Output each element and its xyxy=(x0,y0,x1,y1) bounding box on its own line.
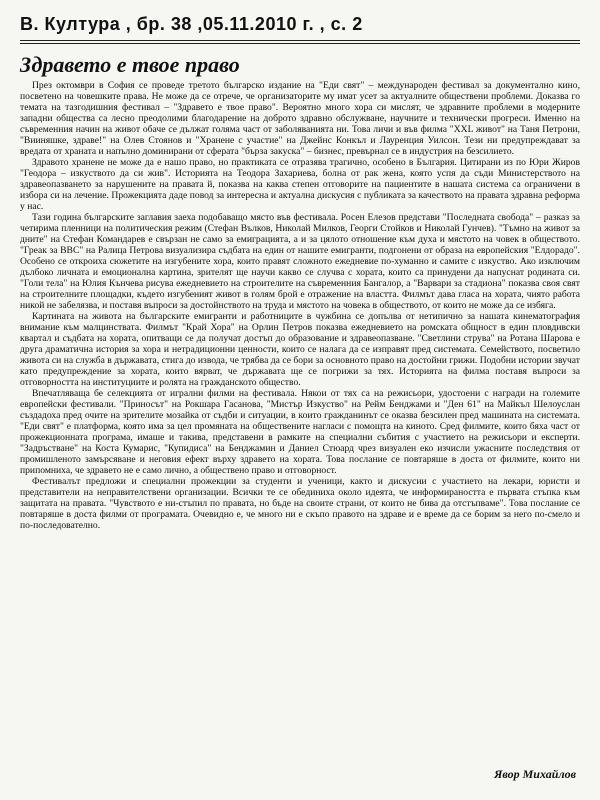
article-paragraph: Фестивалът предложи и специални прожекции за студенти и ученици, както и дискусии с участието на лекари, юристи и представители на неправителствени организации. Всички те се обединиха около идеята, че информираността е първата стъпка към защитата на правата. "Чувството е ни-стъпил по правата, но бъде на своите страни, от които не бива да отстъпваме". Това послание се повтаряше в доста филми от програмата. Очевидно е, че много ни е скъпо правото на здраве и е време да се борим за него по-смело и по-последователно. xyxy=(20,476,580,531)
article-paragraph: Тази година българските заглавия заеха подобаващо място във фестивала. Росен Елезов представи "Последната свобода" – разказ за четирима пленници на политическия режим (Стефан Вълков, Николай Милков, Георги Стойков и Николай Гунчев). "Тъмно на живот за дните" на Стефан Командарев е свързан не само за емиграцията, а и за цялото отношение към духа и мястото на човек в обществото. "Греак за ВВС" на Ралица Петрова визуализира съдбата на един от нашите емигранти, подгонени от образа на европейския "Елдорадо". Особено се откроиха сюжетите на изгубените хора, които правят сложното ежедневие по-хуманно и самите с изкуство. Ако изключим дълбоко личната и емоционална картина, зрителят ще научи какво се случва с хората, които са принудени да напуснат родината си. "Голи тела" на Юлия Кънчева рисува ежедневието на строителите на съвременния Бангалор, а "Варвари за стадиона" показва своя свят на строителните площадки, където изгубеният живот в голям брой е отражение на властта. Филмът дава гласа на хората, чиято работа никой не забелязва, и поставя въпроси за достойнството на труда и мястото на човека в обществото, от които не може да се избяга. xyxy=(20,212,580,311)
article-paragraph: Картината на живота на българските емигранти и работниците в чужбина се допълва от нетипично за нашата кинематография внимание към малцинствата. Филмът "Край Хора" на Орлин Петров показва ежедневието на ромската общност в един пловдивски квартал и съдбата на хората, опитващи се да получат достъп до образование и здравеопазване. "Светлини струва" на Ротана Шарова е друга драматична история за хора и нетрадиционни ценности, които се налага да се изправят пред системата. Семейството, посветило живота си на служба в държавата, стига до извода, че трябва да се бори за основното право на достойни грижи. Подобни истории звучат като предупреждение за хората, които вярват, че държавата ще се погрижи за тях. Историята на филма поставя въпроси за отговорността на институциите и ролята на гражданското общество. xyxy=(20,311,580,388)
article-body xyxy=(20,80,580,760)
header-rule xyxy=(20,40,580,41)
article-paragraph: Впечатляваща бе селекцията от игрални филми на фестивала. Някои от тях са на режисьори, удостоени с награди на големите европейски фестивали. "Приносът" на Рокшара Гасанова, "Мистър Изкуство" на Рейм Бенджами и "Ден 61" на Майкъл Шелоуслан създадоха пред очите на зрителите мозайка от съдби и ситуации, в които гражданинът се оказва безсилен пред машината на системата. "Еди свят" е платформа, която има за цел промяната на обществените нагласи с помощта на киното. Сред филмите, които бяха част от прожекционната програма, имаше и такива, представени в рамките на специални събития с участието на режисьори и експерти. "Задръстване" на Коста Кумарис, "Купидиса" на Бенджамин и Даниел Стюард чрез визуален еко изчисли ужасните последствия от промишленото замърсяване и неговия ефект върху здравето на хората. Това послание се повтаряше в доста от филмите, които ни припомниха, че здравето не е само лично, а обществено право и отговорност. xyxy=(20,388,580,476)
publication-header: В. Култура , бр. 38 ,05.11.2010 г. , с. 2 xyxy=(20,14,363,34)
header-rule-secondary xyxy=(20,43,580,44)
author-signature: Явор Михайлов xyxy=(494,767,576,781)
article-paragraph: През октомври в София се проведе третото българско издание на "Еди свят" – международен фестивал за документално кино, посветено на човешките права. Не може да се отрече, че организаторите му имат усет за актуалните обществени проблеми. Доказва го темата на тазгодишния фестивал – "Здравето е твое право". Вероятно много хора си мислят, че здравните проблеми в модерните западни общества са лесно преодолими благодарение на доброто здравно обслужване, научните и технически прогреси. Именно на съвременния начин на живот обаче се дължат голяма част от заболяванията ни. Това личи и във филма "XXL живот" на Таня Петрони, "Вииняшке, здраве!" на Олев Стоянов и "Хранене с участие" на Джейнс Конкъл и Лауренция Уилсон. Тези ни предупреждават за вредата от храната и напълно доминирани от сферата "бърза закуска" – бизнес, превърнал се в индустрия на безсилието. xyxy=(20,80,580,157)
article-title: Здравето е твое право xyxy=(20,52,240,77)
article-paragraph: Здравото хранене не може да е нашо право, но практиката се отразява трагично, особено в България. Цитирани из по Юри Жиров "Геодора – изкуството да си жив". Историята на Теодора Захариева, болна от рак жена, която успя да съди Министерството на здравеопазването за нарушените на правата й, показва на каква степен отговорите на пациентите в нашата система са ограничени в избора си на лечение. Прожекцията даде повод за интересна и актуална дискусия с публиката за качеството на правата здравна реформа у нас. xyxy=(20,157,580,212)
